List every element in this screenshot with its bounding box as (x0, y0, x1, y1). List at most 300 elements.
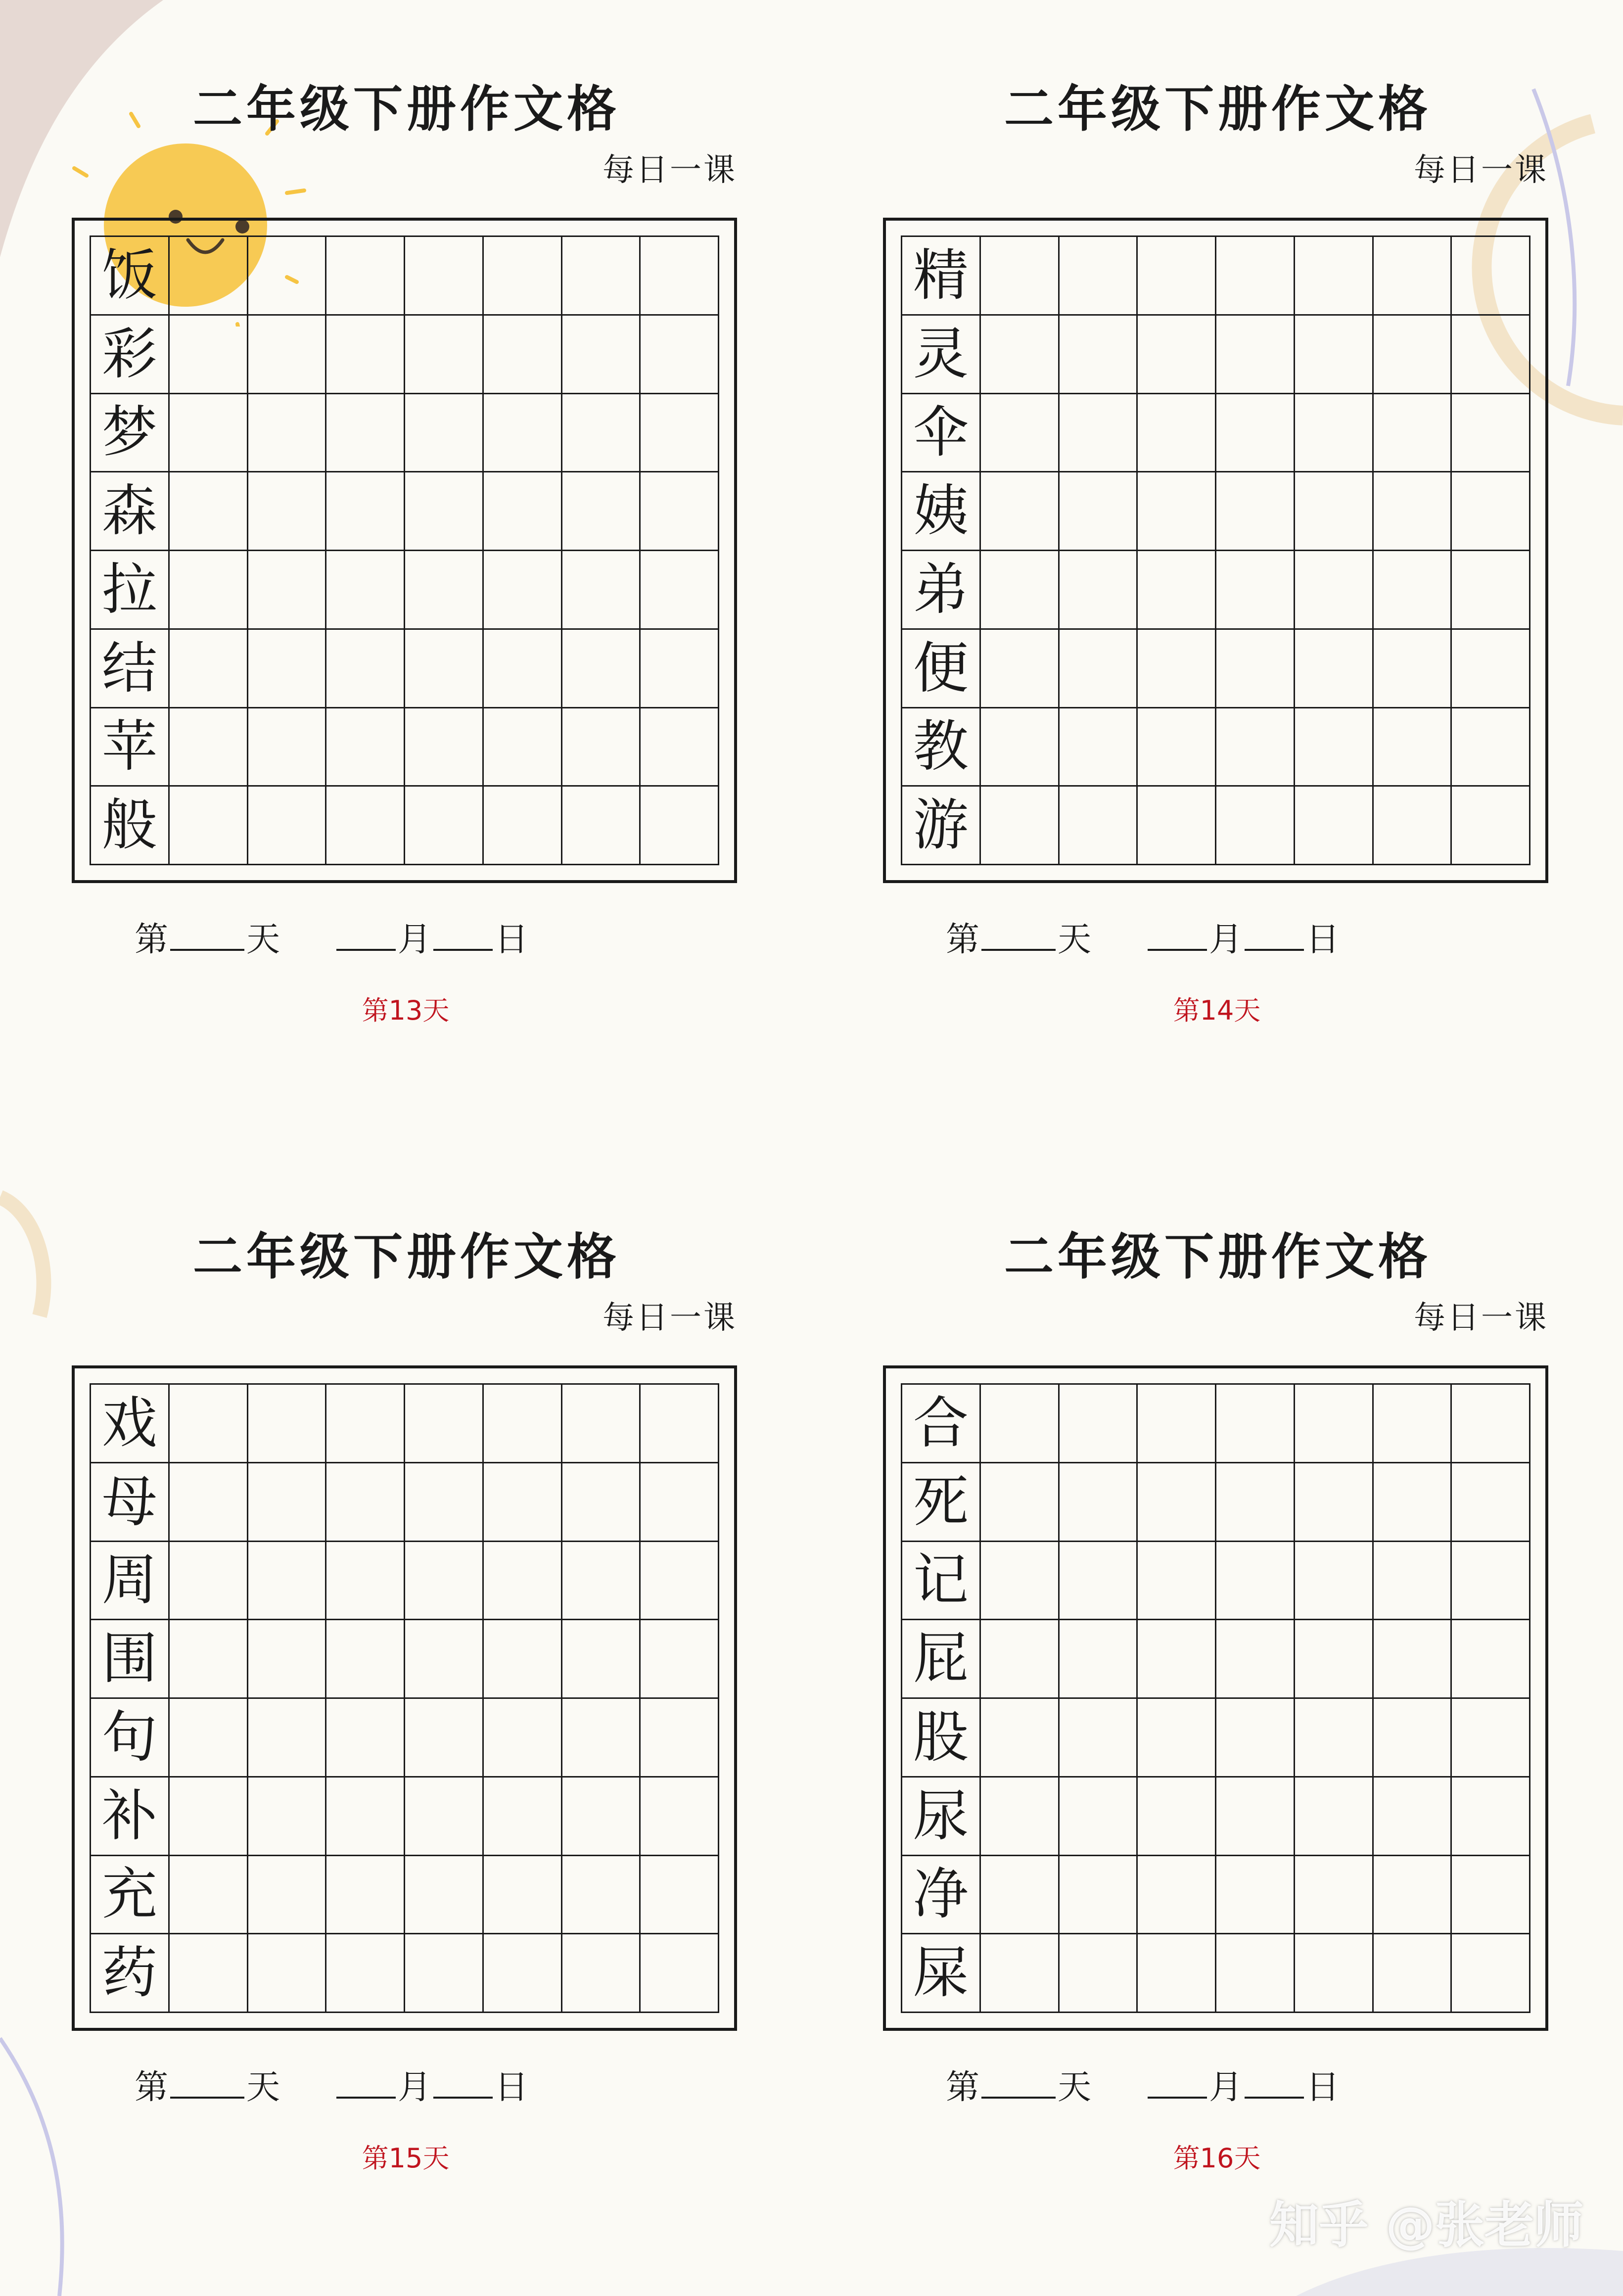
day-number-blank[interactable] (981, 2072, 1056, 2099)
writing-cell[interactable] (1295, 1856, 1374, 1935)
writing-cell[interactable] (981, 1856, 1060, 1935)
writing-cell[interactable] (1374, 708, 1452, 787)
practice-character-cell: 彩 (91, 316, 170, 394)
writing-cell[interactable] (562, 472, 641, 551)
writing-cell[interactable] (981, 1934, 1060, 2013)
writing-cell[interactable] (1138, 1934, 1216, 2013)
writing-cell[interactable] (326, 1934, 405, 2013)
practice-character-cell: 合 (902, 1385, 981, 1463)
writing-cell[interactable] (1295, 237, 1374, 316)
writing-cell[interactable] (248, 1542, 327, 1621)
writing-cell[interactable] (1216, 787, 1295, 865)
writing-cell[interactable] (405, 1463, 484, 1542)
writing-cell[interactable] (170, 1778, 248, 1856)
writing-cell[interactable] (1295, 708, 1374, 787)
writing-grid (901, 235, 1530, 865)
writing-cell[interactable] (326, 316, 405, 394)
writing-cell[interactable] (1216, 237, 1295, 316)
writing-cell[interactable] (1216, 394, 1295, 473)
writing-grid (901, 1383, 1530, 2013)
writing-cell[interactable] (484, 1856, 562, 1935)
date-tian-label: 天 (246, 2068, 280, 2107)
writing-cell[interactable] (641, 1778, 719, 1856)
subtitle: 每日一课 (603, 1300, 737, 1336)
practice-character-cell: 股 (902, 1699, 981, 1778)
writing-cell[interactable] (326, 787, 405, 865)
writing-cell[interactable] (1374, 630, 1452, 708)
writing-cell[interactable] (1374, 787, 1452, 865)
writing-cell[interactable] (562, 1463, 641, 1542)
writing-cell[interactable] (981, 316, 1060, 394)
writing-cell[interactable] (326, 1463, 405, 1542)
date-blank[interactable] (433, 2072, 493, 2099)
date-line (135, 913, 629, 961)
writing-cell[interactable] (1060, 1620, 1138, 1699)
writing-cell[interactable] (484, 787, 562, 865)
writing-cell[interactable] (248, 1620, 327, 1699)
writing-cell[interactable] (1295, 1934, 1374, 2013)
writing-cell[interactable] (1452, 1542, 1530, 1621)
writing-cell[interactable] (405, 237, 484, 316)
writing-cell[interactable] (641, 1934, 719, 2013)
practice-character-cell: 便 (902, 630, 981, 708)
writing-cell[interactable] (1452, 1463, 1530, 1542)
date-yue-label: 月 (398, 920, 432, 959)
writing-cell[interactable] (1216, 1620, 1295, 1699)
page-title: 二年级下册作文格 (193, 1227, 620, 1286)
writing-cell[interactable] (248, 1856, 327, 1935)
writing-cell[interactable] (1138, 1620, 1216, 1699)
writing-cell[interactable] (1452, 630, 1530, 708)
writing-cell[interactable] (1452, 1620, 1530, 1699)
day-number-blank[interactable] (170, 924, 244, 951)
subtitle: 每日一课 (1414, 152, 1548, 188)
writing-cell[interactable] (641, 316, 719, 394)
writing-cell[interactable] (170, 1620, 248, 1699)
writing-cell[interactable] (1374, 1385, 1452, 1463)
writing-cell[interactable] (562, 630, 641, 708)
writing-cell[interactable] (1216, 1463, 1295, 1542)
writing-cell[interactable] (405, 551, 484, 630)
writing-cell[interactable] (981, 708, 1060, 787)
month-blank[interactable] (336, 2072, 396, 2099)
date-yue-label: 月 (1209, 920, 1243, 959)
writing-cell[interactable] (170, 1699, 248, 1778)
writing-cell[interactable] (484, 1778, 562, 1856)
writing-cell[interactable] (248, 1778, 327, 1856)
writing-cell[interactable] (484, 1699, 562, 1778)
practice-character-cell: 弟 (902, 551, 981, 630)
writing-cell[interactable] (562, 1542, 641, 1621)
writing-cell[interactable] (170, 1385, 248, 1463)
writing-cell[interactable] (1060, 394, 1138, 473)
writing-cell[interactable] (484, 1620, 562, 1699)
writing-cell[interactable] (170, 708, 248, 787)
practice-character-cell: 屁 (902, 1620, 981, 1699)
writing-cell[interactable] (1216, 551, 1295, 630)
writing-cell[interactable] (1452, 551, 1530, 630)
writing-cell[interactable] (170, 316, 248, 394)
writing-cell[interactable] (484, 551, 562, 630)
date-blank[interactable] (433, 924, 493, 951)
writing-cell[interactable] (326, 551, 405, 630)
writing-cell[interactable] (326, 1699, 405, 1778)
writing-cell[interactable] (641, 630, 719, 708)
writing-cell[interactable] (1216, 472, 1295, 551)
writing-cell[interactable] (1295, 551, 1374, 630)
writing-cell[interactable] (248, 316, 327, 394)
writing-cell[interactable] (405, 708, 484, 787)
writing-cell[interactable] (484, 394, 562, 473)
date-line (135, 2061, 629, 2109)
practice-character-cell: 句 (91, 1699, 170, 1778)
writing-cell[interactable] (981, 472, 1060, 551)
writing-cell[interactable] (1138, 708, 1216, 787)
day-number-blank[interactable] (981, 924, 1056, 951)
writing-cell[interactable] (1295, 1542, 1374, 1621)
writing-cell[interactable] (405, 1856, 484, 1935)
writing-cell[interactable] (326, 1620, 405, 1699)
writing-cell[interactable] (248, 472, 327, 551)
writing-cell[interactable] (562, 394, 641, 473)
writing-cell[interactable] (1295, 1778, 1374, 1856)
writing-cell[interactable] (1452, 1856, 1530, 1935)
writing-cell[interactable] (1374, 1463, 1452, 1542)
writing-cell[interactable] (405, 1699, 484, 1778)
writing-cell[interactable] (1452, 472, 1530, 551)
writing-cell[interactable] (1452, 1778, 1530, 1856)
writing-cell[interactable] (562, 551, 641, 630)
writing-cell[interactable] (981, 551, 1060, 630)
writing-cell[interactable] (981, 787, 1060, 865)
writing-cell[interactable] (641, 394, 719, 473)
writing-cell[interactable] (326, 237, 405, 316)
date-ri-label: 日 (1306, 920, 1340, 959)
subtitle: 每日一课 (603, 152, 737, 188)
practice-character-cell: 药 (91, 1934, 170, 2013)
writing-cell[interactable] (1452, 708, 1530, 787)
writing-cell[interactable] (641, 1385, 719, 1463)
writing-cell[interactable] (170, 472, 248, 551)
writing-cell[interactable] (981, 630, 1060, 708)
practice-character-cell: 伞 (902, 394, 981, 473)
writing-cell[interactable] (1452, 237, 1530, 316)
writing-grid-frame (72, 1365, 737, 2031)
writing-cell[interactable] (248, 630, 327, 708)
writing-cell[interactable] (562, 1385, 641, 1463)
practice-character-cell: 饭 (91, 237, 170, 316)
writing-cell[interactable] (641, 1856, 719, 1935)
worksheet-panel (811, 1148, 1623, 2296)
writing-cell[interactable] (484, 1463, 562, 1542)
writing-cell[interactable] (562, 708, 641, 787)
practice-character-cell: 森 (91, 472, 170, 551)
writing-cell[interactable] (1060, 1699, 1138, 1778)
writing-cell[interactable] (641, 1463, 719, 1542)
writing-cell[interactable] (326, 1778, 405, 1856)
writing-cell[interactable] (170, 630, 248, 708)
worksheet-panel (0, 1148, 811, 2296)
writing-cell[interactable] (641, 472, 719, 551)
practice-character-cell: 姨 (902, 472, 981, 551)
practice-character-cell: 屎 (902, 1934, 981, 2013)
writing-cell[interactable] (1216, 316, 1295, 394)
writing-cell[interactable] (1060, 630, 1138, 708)
writing-cell[interactable] (1295, 1463, 1374, 1542)
date-blank[interactable] (1245, 924, 1304, 951)
day-tag: 第14天 (1173, 995, 1261, 1026)
writing-cell[interactable] (1138, 1463, 1216, 1542)
writing-cell[interactable] (1060, 316, 1138, 394)
writing-cell[interactable] (1138, 316, 1216, 394)
writing-cell[interactable] (1060, 1542, 1138, 1621)
writing-cell[interactable] (562, 316, 641, 394)
writing-cell[interactable] (1138, 237, 1216, 316)
date-tian-label: 天 (1058, 2068, 1092, 2107)
writing-cell[interactable] (1138, 630, 1216, 708)
writing-cell[interactable] (1452, 1385, 1530, 1463)
writing-cell[interactable] (1374, 1699, 1452, 1778)
writing-cell[interactable] (1452, 1699, 1530, 1778)
date-tian-label: 天 (246, 920, 280, 959)
writing-cell[interactable] (1060, 1463, 1138, 1542)
practice-character-cell: 死 (902, 1463, 981, 1542)
writing-cell[interactable] (1216, 708, 1295, 787)
date-ri-label: 日 (495, 920, 529, 959)
writing-cell[interactable] (562, 1778, 641, 1856)
date-ri-label: 日 (495, 2068, 529, 2107)
writing-cell[interactable] (1138, 394, 1216, 473)
writing-cell[interactable] (170, 1856, 248, 1935)
writing-cell[interactable] (248, 1699, 327, 1778)
writing-cell[interactable] (981, 1620, 1060, 1699)
writing-cell[interactable] (1374, 1856, 1452, 1935)
writing-cell[interactable] (1060, 237, 1138, 316)
writing-cell[interactable] (1060, 472, 1138, 551)
practice-character-cell: 周 (91, 1542, 170, 1621)
practice-character-cell: 记 (902, 1542, 981, 1621)
writing-cell[interactable] (641, 237, 719, 316)
writing-cell[interactable] (1060, 551, 1138, 630)
writing-cell[interactable] (1295, 787, 1374, 865)
writing-cell[interactable] (641, 1542, 719, 1621)
practice-character-cell: 拉 (91, 551, 170, 630)
worksheet-panel (0, 0, 811, 1148)
writing-cell[interactable] (170, 551, 248, 630)
writing-cell[interactable] (1138, 472, 1216, 551)
writing-cell[interactable] (326, 1856, 405, 1935)
writing-cell[interactable] (1295, 1385, 1374, 1463)
writing-cell[interactable] (641, 1699, 719, 1778)
date-di-label: 第 (135, 2068, 169, 2107)
writing-cell[interactable] (484, 708, 562, 787)
writing-cell[interactable] (1374, 1542, 1452, 1621)
writing-cell[interactable] (981, 1463, 1060, 1542)
writing-cell[interactable] (405, 1620, 484, 1699)
writing-cell[interactable] (1295, 394, 1374, 473)
writing-cell[interactable] (484, 1385, 562, 1463)
writing-cell[interactable] (326, 394, 405, 473)
writing-cell[interactable] (326, 630, 405, 708)
writing-cell[interactable] (1374, 237, 1452, 316)
writing-cell[interactable] (1295, 630, 1374, 708)
practice-character-cell: 尿 (902, 1778, 981, 1856)
writing-cell[interactable] (1295, 472, 1374, 551)
writing-cell[interactable] (248, 1463, 327, 1542)
practice-character-cell: 精 (902, 237, 981, 316)
worksheet-panel (811, 0, 1623, 1148)
writing-cell[interactable] (484, 1934, 562, 2013)
practice-character-cell: 梦 (91, 394, 170, 473)
date-tian-label: 天 (1058, 920, 1092, 959)
writing-grid (90, 235, 719, 865)
writing-cell[interactable] (1216, 630, 1295, 708)
writing-cell[interactable] (1138, 787, 1216, 865)
writing-cell[interactable] (1374, 472, 1452, 551)
writing-cell[interactable] (1452, 316, 1530, 394)
writing-cell[interactable] (1216, 1778, 1295, 1856)
writing-cell[interactable] (1138, 1778, 1216, 1856)
day-number-blank[interactable] (170, 2072, 244, 2099)
writing-cell[interactable] (405, 316, 484, 394)
practice-character-cell: 灵 (902, 316, 981, 394)
writing-cell[interactable] (405, 1778, 484, 1856)
writing-cell[interactable] (1216, 1542, 1295, 1621)
date-di-label: 第 (135, 920, 169, 959)
writing-cell[interactable] (1452, 394, 1530, 473)
writing-cell[interactable] (1295, 1620, 1374, 1699)
practice-character-cell: 般 (91, 787, 170, 865)
writing-cell[interactable] (248, 237, 327, 316)
practice-character-cell: 母 (91, 1463, 170, 1542)
writing-cell[interactable] (1060, 1856, 1138, 1935)
writing-cell[interactable] (562, 1620, 641, 1699)
page-title: 二年级下册作文格 (1004, 1227, 1432, 1286)
writing-cell[interactable] (1138, 1542, 1216, 1621)
writing-cell[interactable] (562, 1699, 641, 1778)
month-blank[interactable] (1148, 2072, 1207, 2099)
writing-cell[interactable] (1060, 708, 1138, 787)
writing-cell[interactable] (326, 472, 405, 551)
writing-grid (90, 1383, 719, 2013)
writing-cell[interactable] (326, 708, 405, 787)
practice-character-cell: 净 (902, 1856, 981, 1935)
writing-cell[interactable] (1138, 1385, 1216, 1463)
writing-cell[interactable] (248, 551, 327, 630)
writing-cell[interactable] (1060, 1778, 1138, 1856)
writing-cell[interactable] (170, 1463, 248, 1542)
writing-cell[interactable] (170, 787, 248, 865)
writing-cell[interactable] (641, 787, 719, 865)
writing-cell[interactable] (562, 1856, 641, 1935)
practice-character-cell: 结 (91, 630, 170, 708)
day-tag: 第16天 (1173, 2143, 1261, 2174)
writing-cell[interactable] (1060, 787, 1138, 865)
writing-cell[interactable] (1060, 1385, 1138, 1463)
writing-cell[interactable] (326, 1385, 405, 1463)
writing-cell[interactable] (170, 394, 248, 473)
date-line (946, 2061, 1440, 2109)
date-yue-label: 月 (1209, 2068, 1243, 2107)
writing-cell[interactable] (484, 1542, 562, 1621)
writing-cell[interactable] (1138, 1699, 1216, 1778)
writing-cell[interactable] (484, 630, 562, 708)
writing-cell[interactable] (641, 551, 719, 630)
writing-cell[interactable] (248, 787, 327, 865)
writing-cell[interactable] (1295, 1699, 1374, 1778)
writing-cell[interactable] (405, 394, 484, 473)
writing-cell[interactable] (1060, 1934, 1138, 2013)
writing-cell[interactable] (1138, 1856, 1216, 1935)
month-blank[interactable] (1148, 924, 1207, 951)
writing-cell[interactable] (484, 237, 562, 316)
writing-cell[interactable] (1216, 1699, 1295, 1778)
writing-cell[interactable] (981, 1699, 1060, 1778)
writing-cell[interactable] (981, 1542, 1060, 1621)
writing-cell[interactable] (1374, 1620, 1452, 1699)
writing-cell[interactable] (981, 1778, 1060, 1856)
writing-cell[interactable] (170, 237, 248, 316)
writing-cell[interactable] (248, 1385, 327, 1463)
writing-cell[interactable] (248, 708, 327, 787)
writing-cell[interactable] (1452, 787, 1530, 865)
writing-cell[interactable] (641, 708, 719, 787)
writing-cell[interactable] (405, 787, 484, 865)
practice-character-cell: 教 (902, 708, 981, 787)
practice-character-cell: 游 (902, 787, 981, 865)
writing-cell[interactable] (981, 237, 1060, 316)
writing-cell[interactable] (562, 787, 641, 865)
writing-cell[interactable] (562, 237, 641, 316)
practice-character-cell: 苹 (91, 708, 170, 787)
writing-cell[interactable] (405, 630, 484, 708)
date-blank[interactable] (1245, 2072, 1304, 2099)
writing-cell[interactable] (170, 1934, 248, 2013)
writing-cell[interactable] (170, 1542, 248, 1621)
practice-character-cell: 戏 (91, 1385, 170, 1463)
writing-cell[interactable] (484, 472, 562, 551)
writing-cell[interactable] (405, 472, 484, 551)
writing-cell[interactable] (1452, 1934, 1530, 2013)
writing-cell[interactable] (1374, 394, 1452, 473)
writing-cell[interactable] (484, 316, 562, 394)
writing-cell[interactable] (641, 1620, 719, 1699)
month-blank[interactable] (336, 924, 396, 951)
writing-cell[interactable] (1374, 551, 1452, 630)
day-tag: 第13天 (362, 995, 450, 1026)
writing-cell[interactable] (981, 394, 1060, 473)
writing-cell[interactable] (562, 1934, 641, 2013)
writing-cell[interactable] (1216, 1934, 1295, 2013)
date-ri-label: 日 (1306, 2068, 1340, 2107)
date-yue-label: 月 (398, 2068, 432, 2107)
writing-cell[interactable] (248, 394, 327, 473)
writing-cell[interactable] (1374, 1778, 1452, 1856)
date-di-label: 第 (946, 920, 980, 959)
writing-cell[interactable] (1216, 1856, 1295, 1935)
writing-cell[interactable] (1295, 316, 1374, 394)
writing-cell[interactable] (248, 1934, 327, 2013)
writing-cell[interactable] (326, 1542, 405, 1621)
writing-cell[interactable] (405, 1385, 484, 1463)
writing-cell[interactable] (405, 1542, 484, 1621)
writing-cell[interactable] (1216, 1385, 1295, 1463)
writing-cell[interactable] (981, 1385, 1060, 1463)
writing-cell[interactable] (405, 1934, 484, 2013)
writing-cell[interactable] (1138, 551, 1216, 630)
writing-cell[interactable] (1374, 316, 1452, 394)
writing-cell[interactable] (1374, 1934, 1452, 2013)
